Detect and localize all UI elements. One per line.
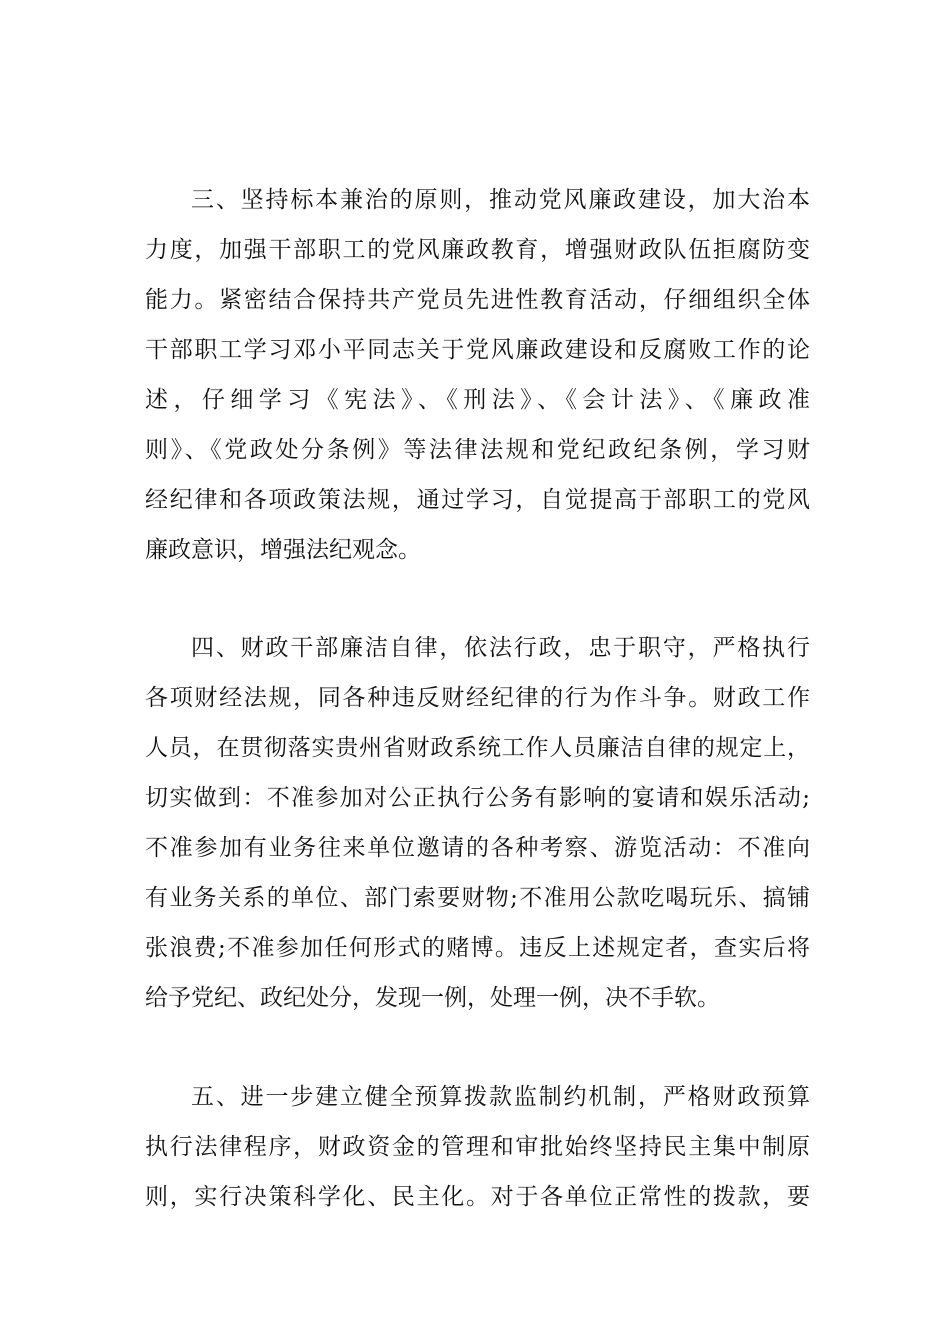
paragraph-line: 经纪律和各项政策法规，通过学习，自觉提高于部职工的党风 — [145, 487, 810, 513]
paragraph-line: 则，实行决策科学化、民主化。对于各单位正常性的拨款，要 — [145, 1184, 810, 1210]
paragraph-line: 有业务关系的单位、部门索要财物;不准用公款吃喝玩乐、搞铺 — [145, 885, 810, 911]
paragraph-line: 干部职工学习邓小平同志关于党风廉政建设和反腐败工作的论 — [145, 337, 810, 363]
paragraph-line: 力度，加强干部职工的党风廉政教育，增强财政队伍拒腐防变 — [145, 237, 810, 263]
paragraph-line: 各项财经法规，同各种违反财经纪律的行为作斗争。财政工作 — [145, 685, 810, 711]
paragraph-line: 三、坚持标本兼治的原则，推动党风廉政建设，加大治本 — [191, 187, 810, 213]
paragraph-line: 执行法律程序，财政资金的管理和审批始终坚持民主集中制原 — [145, 1134, 810, 1160]
paragraph-line: 廉政意识，增强法纪观念。 — [145, 537, 421, 563]
paragraph-line: 给予党纪、政纪处分，发现一例，处理一例，决不手软。 — [145, 985, 720, 1011]
paragraph-line: 五、进一步建立健全预算拨款监制约机制，严格财政预算 — [191, 1084, 810, 1110]
paragraph-line: 人员，在贯彻落实贵州省财政系统工作人员廉洁自律的规定上， — [145, 735, 810, 761]
paragraph-section-5 — [145, 1072, 810, 1222]
paragraph-section-3 — [145, 175, 810, 575]
paragraph-line: 能力。紧密结合保持共产党员先进性教育活动，仔细组织全体 — [145, 287, 810, 313]
paragraph-line: 张浪费;不准参加任何形式的赌博。违反上述规定者，查实后将 — [145, 935, 810, 961]
paragraph-section-4 — [145, 623, 810, 1023]
paragraph-line: 不准参加有业务往来单位邀请的各种考察、游览活动：不准向 — [145, 835, 810, 861]
paragraph-line: 则》、《党政处分条例》等法律法规和党纪政纪条例，学习财 — [145, 437, 810, 463]
paragraph-line: 述，仔细学习《宪法》、《刑法》、《会计法》、《廉政准 — [145, 387, 810, 413]
paragraph-line: 切实做到：不准参加对公正执行公务有影响的宴请和娱乐活动; — [145, 785, 810, 811]
paragraph-line: 四、财政干部廉洁自律，依法行政，忠于职守，严格执行 — [191, 635, 810, 661]
